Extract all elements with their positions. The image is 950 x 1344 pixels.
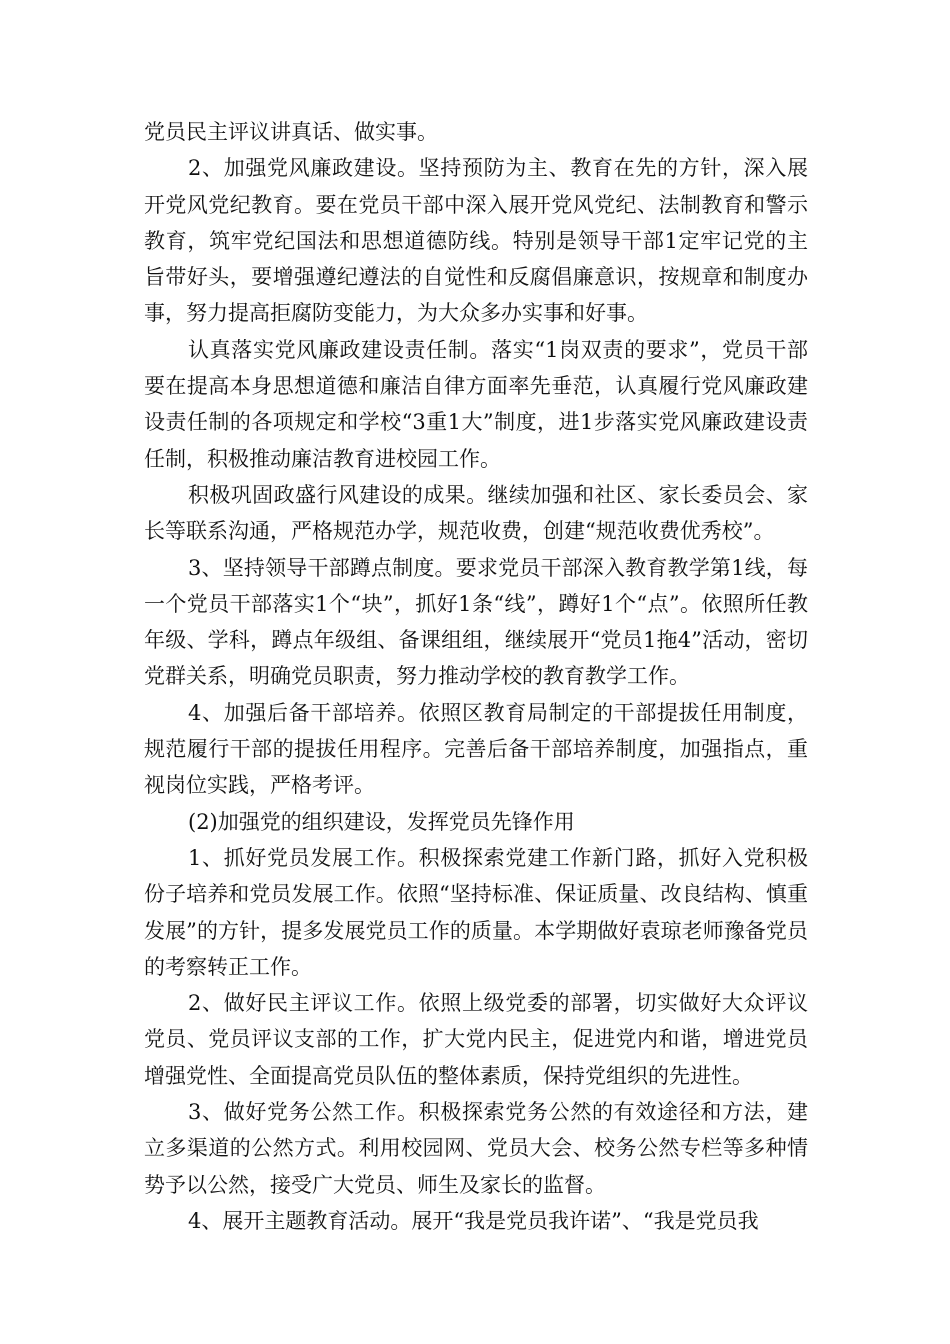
paragraph-6: 4、加强后备干部培养。依照区教育局制定的干部提拔任用制度，规范履行干部的提拔任用程序。完善后备干部培养制度，加强指点，重视岗位实践，严格考评。 bbox=[144, 700, 808, 798]
paragraph-8: 2、做好民主评议工作。依照上级党委的部署，切实做好大众评议党员、党员评议支部的工作，扩大党内民主，促进党内和谐，增进党员增强党性、全面提高党员队伍的整体素质，保持党组织的先进性。 bbox=[144, 991, 808, 1088]
document-body bbox=[144, 114, 808, 1239]
paragraph-9: 3、做好党务公然工作。积极探索党务公然的有效途径和方法，建立多渠道的公然方式。利用校园网、党员大会、校务公然专栏等多种情势予以公然，接受广大党员、师生及家长的监督。 bbox=[144, 1100, 808, 1197]
paragraph-4: 积极巩固政盛行风建设的成果。继续加强和社区、家长委员会、家长等联系沟通，严格规范办学，规范收费，创建“规范收费优秀校”。 bbox=[144, 482, 808, 544]
paragraph-1: 党员民主评议讲真话、做实事。 bbox=[144, 120, 438, 144]
section-heading: (2)加强党的组织建设，发挥党员先锋作用 bbox=[188, 809, 575, 834]
paragraph-5: 3、坚持领导干部蹲点制度。要求党员干部深入教育教学第1线，每一个党员干部落实1个“块”，抓好1条“线”，蹲好1个“点”。依照所任教年级、学科，蹲点年级组、备课组组，继续展开“党员1拖4”活动，密切党群关系，明确党员职责，努力推动学校的教育教学工作。 bbox=[144, 555, 808, 689]
paragraph-10: 4、展开主题教育活动。展开“我是党员我许诺”、“我是党员我 bbox=[188, 1208, 759, 1233]
paragraph-7: 1、抓好党员发展工作。积极探索党建工作新门路，抓好入党积极份子培养和党员发展工作。依照“坚持标准、保证质量、改良结构、慎重发展”的方针，提多发展党员工作的质量。本学期做好袁琼老师豫备党员的考察转正工作。 bbox=[144, 845, 808, 979]
paragraph-3: 认真落实党风廉政建设责任制。落实“1岗双责的要求”，党员干部要在提高本身思想道德和廉洁自律方面率先垂范，认真履行党风廉政建设责任制的各项规定和学校“3重1大”制度，进1步落实党风廉政建设责任制，积极推动廉洁教育进校园工作。 bbox=[144, 337, 808, 471]
paragraph-2: 2、加强党风廉政建设。坚持预防为主、教育在先的方针，深入展开党风党纪教育。要在党员干部中深入展开党风党纪、法制教育和警示教育，筑牢党纪国法和思想道德防线。特别是领导干部1定牢记党的主旨带好头，要增强遵纪遵法的自觉性和反腐倡廉意识，按规章和制度办事，努力提高拒腐防变能力，为大众多办实事和好事。 bbox=[144, 156, 808, 326]
